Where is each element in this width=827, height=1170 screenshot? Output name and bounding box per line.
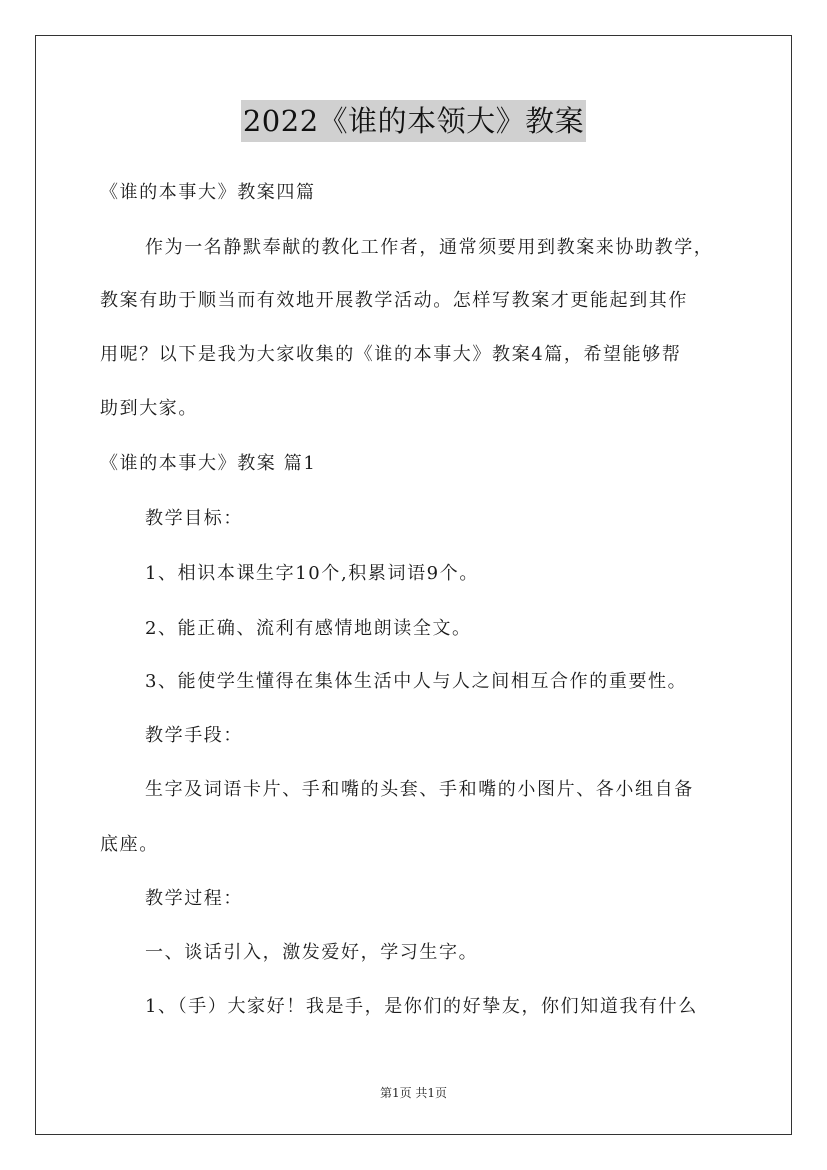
document-subtitle: 《谁的本事大》教案四篇 bbox=[100, 182, 316, 203]
process-step-1: 一、谈话引入，激发爱好，学习生字。 bbox=[145, 942, 479, 963]
intro-line-1: 作为一名静默奉献的教化工作者，通常须要用到教案来协助教学， bbox=[145, 237, 714, 258]
section-heading: 《谁的本事大》教案 篇1 bbox=[100, 453, 317, 474]
goal-item-1: 1、相识本课生字10个,积累词语9个。 bbox=[145, 563, 479, 584]
document-title: 2022《谁的本领大》教案 bbox=[241, 100, 586, 142]
page-footer: 第1页 共1页 bbox=[379, 1086, 448, 1100]
title-container bbox=[0, 100, 827, 142]
goal-item-2: 2、能正确、流利有感情地朗读全文。 bbox=[145, 618, 472, 639]
means-label: 教学手段： bbox=[145, 725, 243, 746]
process-label: 教学过程： bbox=[145, 888, 243, 909]
intro-line-2: 教案有助于顺当而有效地开展教学活动。怎样写教案才更能起到其作 bbox=[100, 290, 688, 311]
means-line-2: 底座。 bbox=[100, 834, 159, 855]
intro-line-3: 用呢？以下是我为大家收集的《谁的本事大》教案4篇，希望能够帮 bbox=[100, 344, 682, 365]
intro-line-4: 助到大家。 bbox=[100, 398, 198, 419]
goals-label: 教学目标： bbox=[145, 508, 243, 529]
process-line-1: 1、（手）大家好！我是手，是你们的好挚友，你们知道我有什么 bbox=[145, 996, 698, 1017]
means-line-1: 生字及词语卡片、手和嘴的头套、手和嘴的小图片、各小组自备 bbox=[145, 779, 694, 800]
goal-item-3: 3、能使学生懂得在集体生活中人与人之间相互合作的重要性。 bbox=[145, 671, 688, 692]
